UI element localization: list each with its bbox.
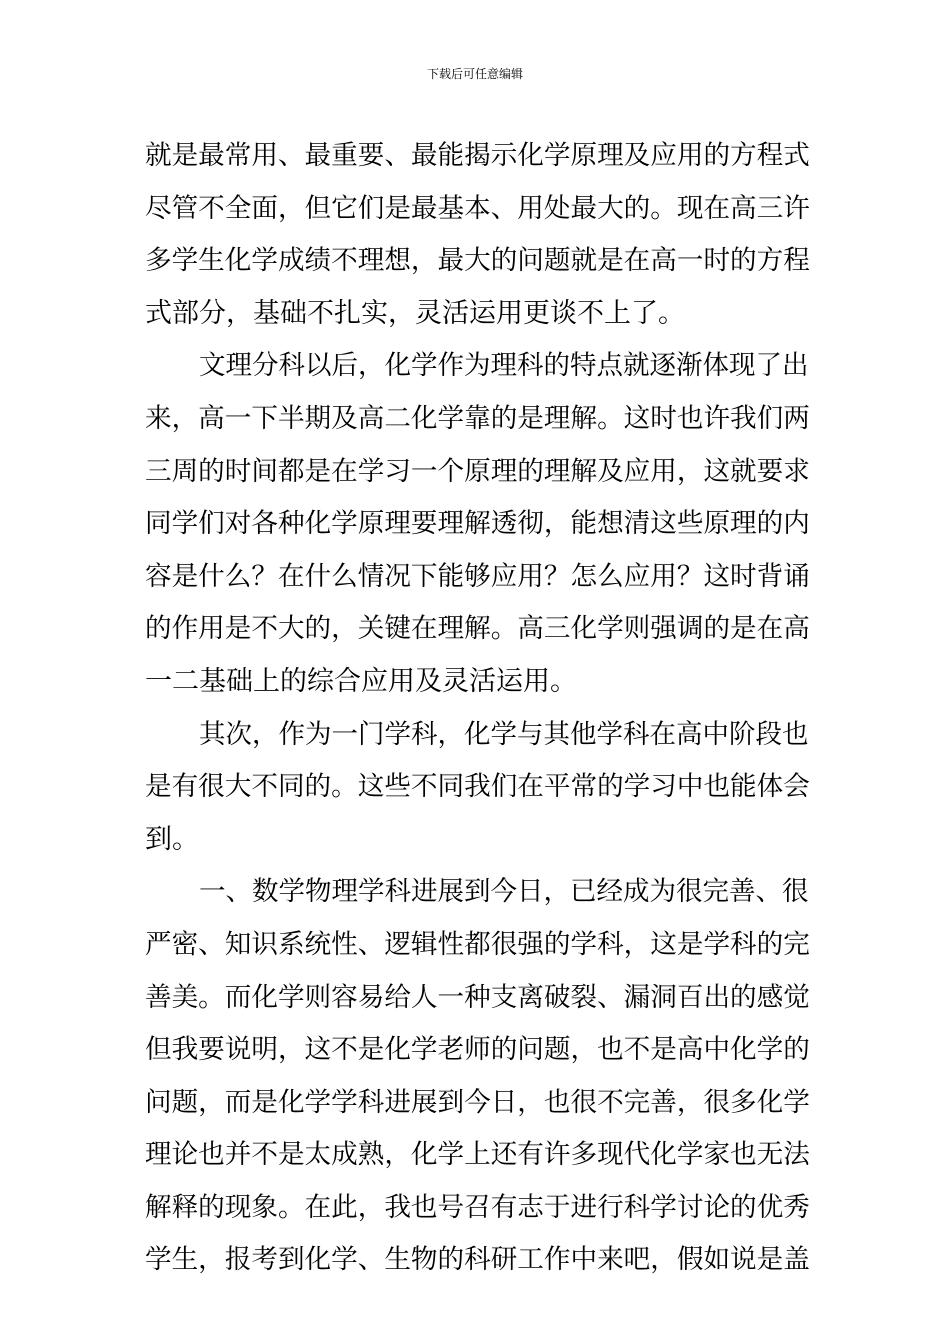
- header-note: 下载后可任意编辑: [426, 67, 523, 81]
- document-body: [145, 130, 810, 1287]
- text-line: 到。: [145, 823, 199, 855]
- text-line: 文理分科以后，化学作为理科的特点就逐渐体现了出: [199, 350, 809, 382]
- text-line: 来，高一下半期及高二化学靠的是理解。这时也许我们两: [145, 402, 810, 434]
- text-line: 学生，报考到化学、生物的科研工作中来吧，假如说是盖: [145, 1244, 810, 1276]
- text-line: 就是最常用、最重要、最能揭示化学原理及应用的方程式: [145, 140, 810, 171]
- text-line: 三周的时间都是在学习一个原理的理解及应用，这就要求: [145, 455, 810, 487]
- text-line: 的作用是不大的，关键在理解。高三化学则强调的是在高: [145, 613, 810, 645]
- text-line: 但我要说明，这不是化学老师的问题，也不是高中化学的: [145, 1034, 810, 1066]
- text-line: 尽管不全面，但它们是最基本、用处最大的。现在高三许: [145, 192, 810, 224]
- text-line: 解释的现象。在此，我也号召有志于进行科学讨论的优秀: [145, 1191, 810, 1223]
- text-line: 其次，作为一门学科，化学与其他学科在高中阶段也: [199, 718, 809, 750]
- text-line: 问题，而是化学学科进展到今日，也很不完善，很多化学: [145, 1086, 810, 1118]
- text-line: 善美。而化学则容易给人一种支离破裂、漏洞百出的感觉: [145, 981, 810, 1013]
- text-line: 一二基础上的综合应用及灵活运用。: [145, 665, 577, 697]
- text-line: 严密、知识系统性、逻辑性都很强的学科，这是学科的完: [145, 928, 810, 960]
- text-line: 容是什么？在什么情况下能够应用？怎么应用？这时背诵: [145, 560, 810, 592]
- text-line: 一、数学物理学科进展到今日，已经成为很完善、很: [199, 876, 809, 908]
- text-line: 式部分，基础不扎实，灵活运用更谈不上了。: [145, 297, 685, 329]
- text-line: 理论也并不是太成熟，化学上还有许多现代化学家也无法: [145, 1139, 810, 1171]
- text-line: 多学生化学成绩不理想，最大的问题就是在高一时的方程: [145, 245, 810, 277]
- text-line: 同学们对各种化学原理要理解透彻，能想清这些原理的内: [145, 508, 810, 540]
- text-line: 是有很大不同的。这些不同我们在平常的学习中也能体会: [145, 771, 810, 803]
